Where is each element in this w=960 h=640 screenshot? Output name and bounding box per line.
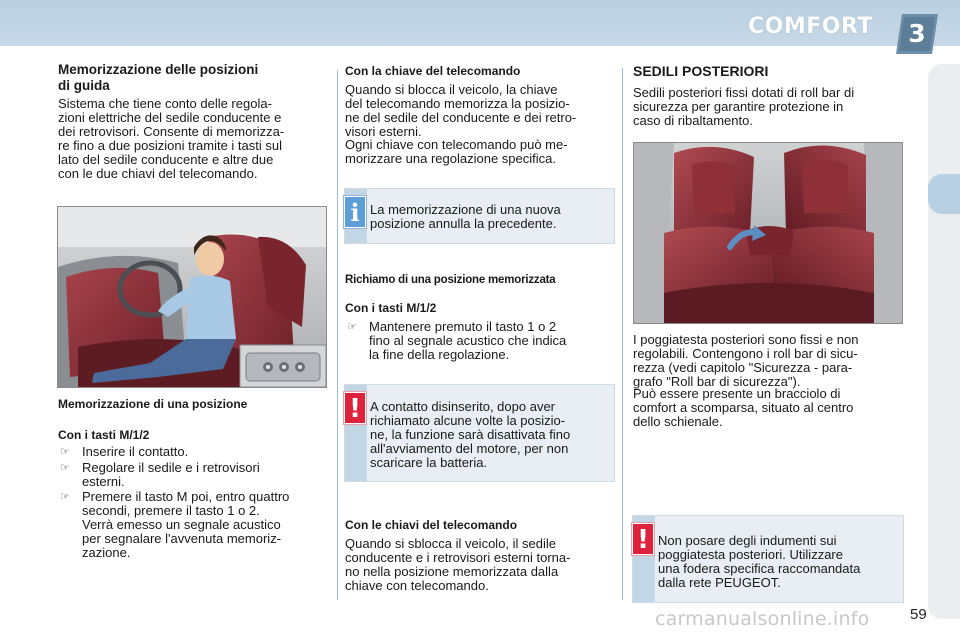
rear-seats-title: SEDILI POSTERIORI bbox=[633, 63, 769, 79]
column-divider-1 bbox=[337, 70, 338, 600]
chapter-number: 3 bbox=[908, 19, 926, 48]
remote-key-paragraph: Quando si blocca il veicolo, la chiave del telecomando memorizza la posizio- ne del sedile del conducente e dei retro- visori esterni. bbox=[345, 82, 577, 139]
page-number: 59 bbox=[910, 606, 927, 623]
pointing-hand-icon: ☞ bbox=[60, 462, 70, 474]
headrest-warning-text: Non posare degli indumenti sui poggiatesta posteriori. Utilizzare una fodera specifica raccomandata dalla rete PEUGEOT. bbox=[658, 533, 861, 590]
column-divider-2 bbox=[622, 68, 623, 600]
armrest-paragraph: Può essere presente un bracciolo di comfort a scomparsa, situato al centro dello schienale. bbox=[633, 386, 854, 429]
recall-step: ☞ Mantenere premuto il tasto 1 o 2 fino al segnale acustico che indica la fine della regolazione. bbox=[347, 319, 567, 362]
step-adjust-seat: ☞ Regolare il sedile e i retrovisori esterni. bbox=[60, 460, 260, 489]
rear-seats-illustration bbox=[634, 143, 903, 324]
recall-heading: Richiamo di una posizione memorizzata bbox=[345, 274, 556, 286]
photo-caption: Memorizzazione di una posizione bbox=[58, 397, 248, 411]
driver-seat-photo bbox=[57, 206, 327, 388]
keys-paragraph: Quando si sblocca il veicolo, il sedile conducente e i retrovisori esterni torna- no nella posizione memorizzata dalla chiave con telecomando. bbox=[345, 536, 571, 593]
chapter-badge bbox=[896, 14, 938, 54]
side-chapter-tab[interactable] bbox=[928, 174, 960, 214]
buttons-heading: Con i tasti M/1/2 bbox=[58, 428, 150, 442]
remote-key-paragraph-2: Ogni chiave con telecomando può me- morizzare una regolazione specifica. bbox=[345, 137, 568, 166]
remote-key-heading: Con la chiave del telecomando bbox=[345, 64, 521, 78]
pointing-hand-icon: ☞ bbox=[347, 321, 357, 333]
driver-seat-illustration bbox=[58, 207, 327, 388]
side-index-strip bbox=[928, 64, 960, 619]
recall-buttons-heading: Con i tasti M/1/2 bbox=[345, 301, 437, 315]
memory-intro-paragraph: Sistema che tiene conto delle regola- zioni elettriche del sedile conducente e dei retrovisori. Consente di memorizza- re fino a due posizioni tramite i tasti sul lato del sedile conducente e altre due con le due chiavi del telecomando. bbox=[58, 96, 285, 181]
keys-heading: Con le chiavi del telecomando bbox=[345, 518, 518, 532]
watermark: carmanualsonline.info bbox=[655, 608, 870, 630]
pointing-hand-icon: ☞ bbox=[60, 446, 70, 458]
confirmation-paragraph: Verrà emesso un segnale acustico per segnalare l'avvenuta memoriz- zazione. bbox=[82, 517, 282, 560]
section-title: COMFORT bbox=[748, 14, 873, 39]
step-switch-on: ☞ Inserire il contatto. bbox=[60, 444, 189, 459]
warning-icon: ! bbox=[632, 523, 654, 555]
info-notice-text: La memorizzazione di una nuova posizione annulla la precedente. bbox=[370, 202, 561, 231]
info-icon: i bbox=[344, 196, 366, 228]
rear-seats-photo bbox=[633, 142, 903, 324]
pointing-hand-icon: ☞ bbox=[60, 491, 70, 503]
warning-icon: ! bbox=[344, 392, 366, 424]
rear-seats-intro: Sedili posteriori fissi dotati di roll bar di sicurezza per garantire protezione in caso di ribaltamento. bbox=[633, 85, 855, 128]
headrest-paragraph: I poggiatesta posteriori sono fissi e non regolabili. Contengono i roll bar di sicu- rezza (vedi capitolo "Sicurezza - para- grafo "Roll bar di sicurezza"). bbox=[633, 332, 859, 389]
battery-warning-text: A contatto disinserito, dopo aver richiamato alcune volte la posizio- ne, la funzione sarà disattivata fino all'avviamento del motore, per non scaricare la batteria. bbox=[370, 399, 571, 470]
memory-section-title: Memorizzazione delle posizioni di guida bbox=[58, 62, 259, 93]
step-press-memory-button: ☞ Premere il tasto M poi, entro quattro secondi, premere il tasto 1 o 2. bbox=[60, 489, 290, 518]
